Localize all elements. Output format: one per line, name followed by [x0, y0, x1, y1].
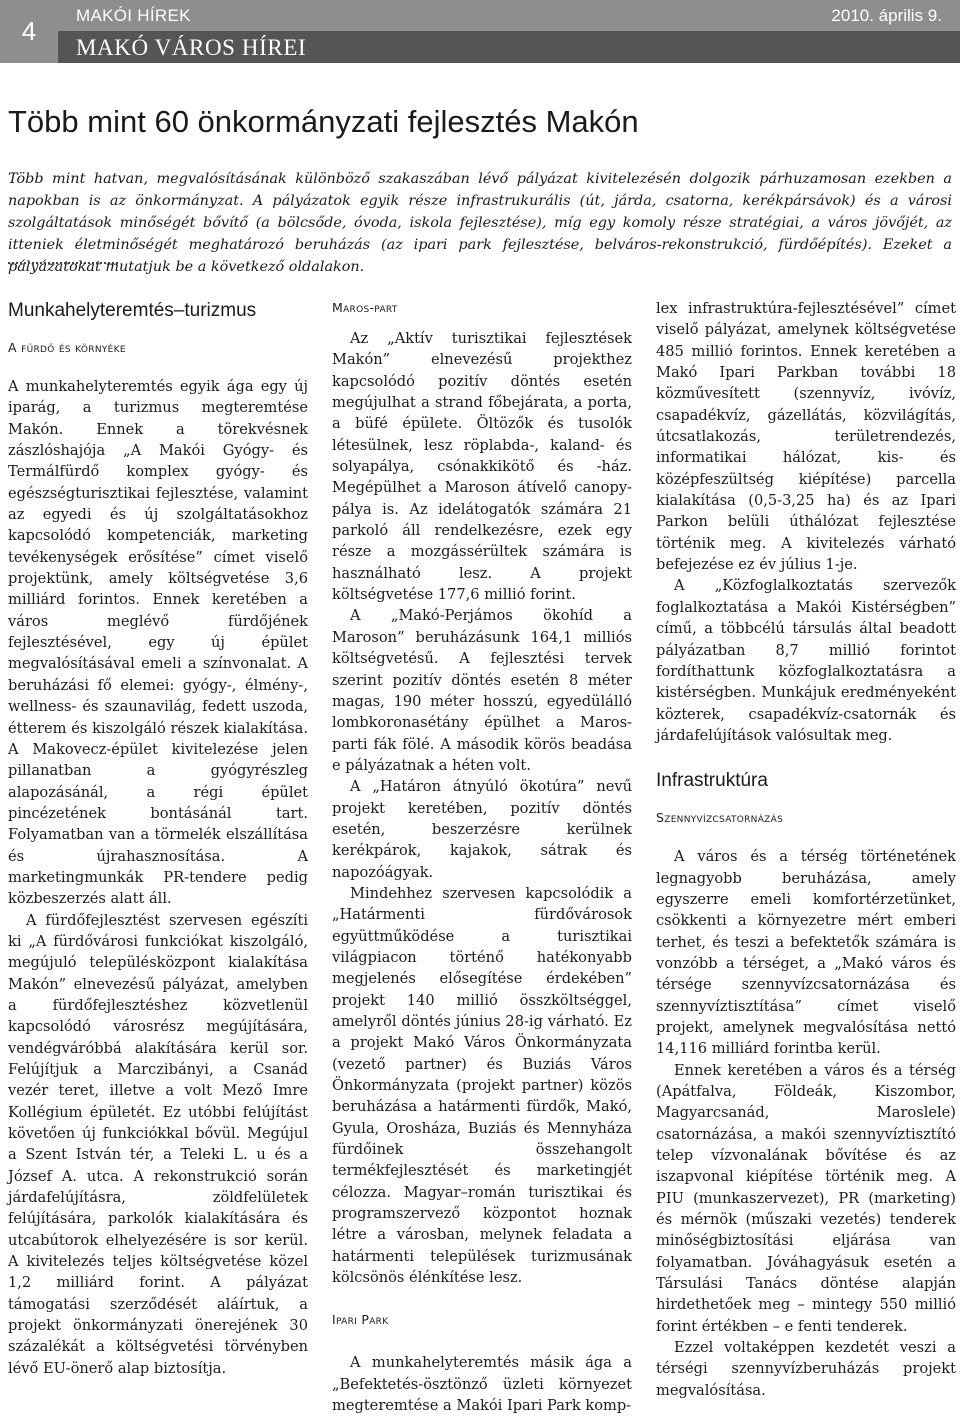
paragraph: A fürdőfejlesztést szervesen egészíti ki „A fürdővárosi funkciókat kiszolgáló, megújuló településközpont kialakítása Makón” elnevezésű pályázat, amelyben a fürdőfejlesztéshez közvetlenül kapcsolódó városrész megújítására, vendégváróbbá alakítására kerül sor. Felújítjuk a Marczibányi, a Csanád vezér teret, illetve a volt Mező Imre Kollégium épületét. Ez utóbbi felújítást követően új funkciókkal bővül. Megújul a Szent István tér, a Teleki L. u és a József A. utca. A rekonstrukció során járdafelújításra, zöldfelületek felújítására, parkolók kialakítására és utcabútorok elhelyezésére is sor kerül. A kivitelezés teljes költségvetése közel 1,2 milliárd forint. A pályázat támogatási szerződését aláírtuk, a projekt önkormányzati önerejének 30 százalékát a költségvetési törvényben lévő EU-önerő alap biztosítja.	[8, 911, 308, 1377]
paragraph: Mindehhez szervesen kapcsolódik a „Határmenti fürdővárosok együttműködése a turisztikai világpiacon történő hatékonyabb megjelenés elősegítése érdekében” projekt 140 millió összköltséggel, amelyről döntés június 28-ig várható. Ez a projekt Makó Város Önkormányzata (vezető partner) és Buziás Város Önkormányzata (projekt partner) közös beruházása a határmenti fürdők, Makó, Gyula, Orosháza, Buziás és Mennyháza fürdőinek összehangolt termékfejlesztését és marketingjét célozza. Magyar–román turisztikai és programszervező központot hoznak létre a városban, melynek feladata a határmenti települések turizmusának kölcsönös élénkítése lesz.	[332, 884, 632, 1287]
paragraph: A város és a térség történetének legnagyobb beruházása, amely egyszerre emeli komfortérzetünket, csökkenti a környezetre mért emberi terhet, és teszi a befektetők számára is vonzóbb a térséget, a „Makó város és térsége szennyvízcsatornázása és szennyvíztisztítása” címet viselő projekt, amelynek megvalósítása nettó 14,116 milliárd forintba kerül.	[656, 848, 956, 1058]
subsection-title-maros-part: Maros-part	[332, 300, 398, 315]
article-headline: Több mint 60 önkormányzati fejlesztés Makón	[8, 104, 639, 139]
article-column-2	[332, 298, 632, 1417]
paragraph: lex infrastruktúra-fejlesztésével” címet viselő pályázat, amelynek költségvetése 485 millió forintos. Ennek keretében a Makó Ipari Parkban további 18 közművesített (szennyvíz, ivóvíz, csapadékvíz, gázellátás, közvilágítás, útcsatlakozás, területrendezés, informatikai hálózat, kis- és középfeszültség kiépítése) parcella kialakítása (0,5-3,25 ha) és az Ipari Parkon belüli úthálózat fejlesztése történik meg. A kivitelezés várható befejezése ez év július 1-je.	[656, 300, 956, 574]
subsection-title-ipari-park: Ipari Park	[332, 1312, 389, 1328]
header-bar-top	[58, 0, 960, 31]
paragraph: A „Határon átnyúló ökotúra” nevű projekt keretében, pozitív döntés esetén, beszerzésre kerülnek kerékpárok, kajakok, sátrak és napozóágyak.	[332, 778, 632, 881]
lead-divider	[8, 262, 118, 264]
header-section-name: MAKÓI HÍREK	[76, 6, 191, 25]
header-title: MAKÓ VÁROS HÍREI	[76, 35, 307, 60]
section-title-munkahelyteremtes: Munkahelyteremtés–turizmus	[8, 300, 257, 321]
paragraph: Az „Aktív turisztikai fejlesztések Makón” elnevezésű projekthez kapcsolódó pozitív döntés esetén megújulhat a strand főbejárata, a porta, a büfé épülete. Öltözők és tusolók létesülnek, lesz röplabda-, kaland- és solyapálya, csónakkikötő és -ház. Megépülhet a Maroson átívelő canopy-pálya is. Az idelátogatók számára 21 parkoló áll rendelkezésre, ezek egy része a mozgássérültek számára is használható lesz. A projekt költségvetése 177,6 millió forint.	[332, 330, 632, 604]
paragraph: A munkahelyteremtés másik ága a „Befektetés-ösztönző üzleti környezet megteremtése a Makói Ipari Park komp-	[332, 1354, 632, 1415]
paragraph: A munkahelyteremtés egyik ága egy új iparág, a turizmus megteremtése Makón. Ennek a törekvésnek zászlóshajója „A Makói Gyógy- és Termálfürdő komplex gyógy- és egészségturisztikai fejlesztése, valamint az egyedi és új szolgáltatásokhoz kapcsolódó kompetenciák, marketing tevékenységek erősítése” címet viselő projektünk, amely költségvetése 3,6 milliárd forintos. Ennek keretében a város meglévő fürdőjének fejlesztésével, egy új épület megvalósításával emeli a színvonalat. A beruházási fő elemei: gyógy-, élmény-, wellness- és szaunavilág, fedett uszoda, étterem és kiszolgáló részek kialakítása. A Makovecz-épület kivitelezése jelen pillanatban a gyógyrészleg alapozásánál, a régi épület pincézetének bontásánál tart. Folyamatban van a törmelék elszállítása és újrahasznosítása. A marketingmunkák PR-tendere pedig közbeszerzés alatt áll.	[8, 378, 308, 908]
paragraph: Ennek keretében a város és a térség (Apátfalva, Földeák, Kiszombor, Magyarcsanád, Maroslele) csatornázása, a makói szennyvíztisztító telep vízvonalának bővítése és az iszapvonal kiépítése történik meg. A PIU (munkaszervezet), PR (marketing) és mérnök (műszaki vezetés) tenderek minőségbiztosítási eljárása van folyamatban. Jóváhagyásuk esetén a Társulási Tanács döntése alapján hirdethetőek meg – mintegy 550 millió forint értékben – e fenti tenderek.	[656, 1061, 956, 1335]
page-number: 4	[0, 0, 58, 63]
article-column-1	[8, 298, 308, 1379]
subsection-title-szennyvizcsatornazas: Szennyvízcsatornázás	[656, 810, 784, 826]
article-lead: Több mint hatvan, megvalósításának különböző szakaszában lévő pályázat kivitelezésén dolgozik párhuzamosan ezekben a napokban is az önkormányzat. A pályázatok egyik része infrastrukurális (út, járda, csatorna, kerékpársávok) és a városi szolgáltatások minőségét bővítő (a bölcsőde, óvoda, iskola fejlesztése), míg egy komoly része stratégiai, a város jövőjét, az itteniek életminőségét meghatározó beruházás (az ipari park fejlesztése, belváros-rekonstrukció, fürdőépítés). Ezeket a pályázatokat mutatjuk be a következő oldalakon.	[8, 171, 952, 275]
article-column-3	[656, 298, 956, 1401]
header-date: 2010. április 9.	[831, 6, 942, 25]
section-title-infrastruktura: Infrastruktúra	[656, 770, 768, 792]
paragraph: A „Közfoglalkoztatás szervezők foglalkoztatása a Makói Kistérségben” című, a többcélú társulás által beadott pályázatban 8,7 millió forintot fordíthattunk közfoglalkoztatásra a kistérségben. Munkájuk eredményeként közterek, csapadékvíz-csatornák és járdafelújítások valósultak meg.	[656, 577, 956, 744]
paragraph: A „Makó-Perjámos ökohíd a Maroson” beruházásunk 164,1 milliós költségvetésű. A fejlesztési tervek szerint pozitív döntés esetén 8 méter magas, 190 méter hosszú, egyedülálló lombkoronasétány épülhet a Maros-parti fák fölé. A második körös beadása e pályázatnak a héten volt.	[332, 607, 632, 774]
paragraph: Ezzel voltaképpen kezdetét veszi a térségi szennyvízberuházás projekt megvalósítása.	[656, 1339, 956, 1399]
subsection-title-furdo: A fürdő és környéke	[8, 340, 126, 355]
